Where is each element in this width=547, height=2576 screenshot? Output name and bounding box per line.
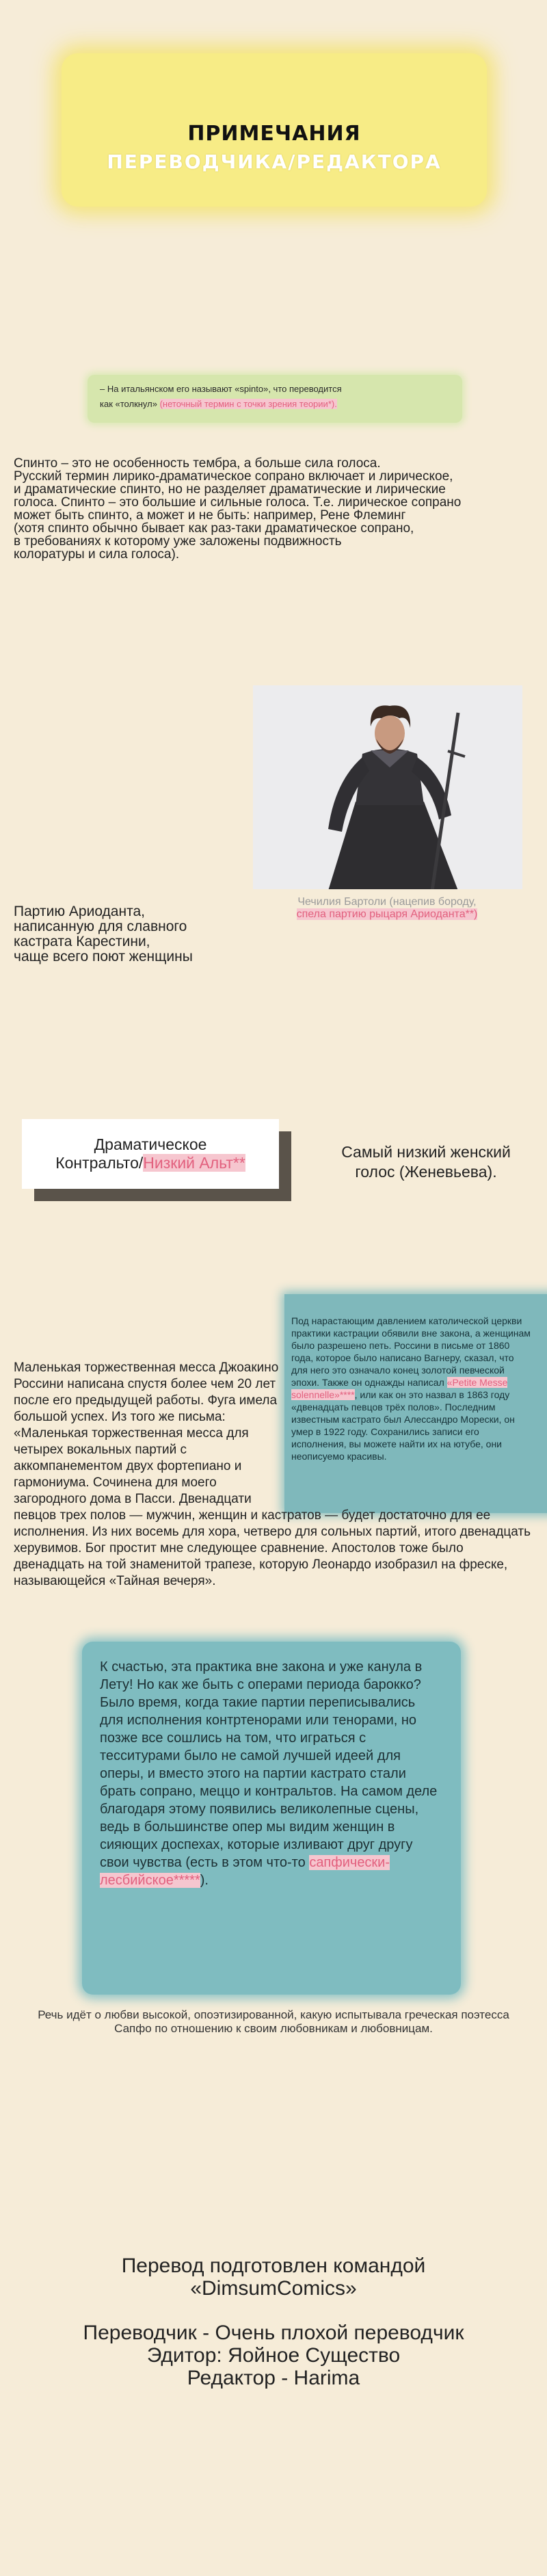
credits-proofreader: Редактор - Harima — [187, 2367, 360, 2389]
credits — [0, 2255, 547, 2389]
page-title: ПРИМЕЧАНИЯ — [187, 122, 361, 146]
opera-note-body: К счастью, эта практика вне закона и уже канула в Лету! Но как же быть с операми периода барокко? Было время, когда такие партии переписывались для исполнения контртенорами или тенорами, но позже все сошлись на том, что играться с тесситурами было не самой лучшей идеей для оперы, и вместо этого на партии кастрато стали брать сопрано, меццо и контральтов. На самом деле благодаря этому появились великолепные сцены, ведь в большинстве опер мы видим женщин в сияющих доспехах, которые изливают друг другу свои чувства (есть в этом что-то — [100, 1659, 438, 1870]
rossini-paragraph — [14, 1360, 533, 1590]
castrati-text-before: Под нарастающим давлением католической церкви практики кастрации обявили вне закона, а женщинам было разрешено петь. Россини в письме от 1860 года, которое было написано Вагнеру, сказал, что для него это означало конец золотой певческой эпохи. Также он однажды написал — [291, 1315, 531, 1388]
ariodante-paragraph: Партию Ариоданта, написанную для славного кастрата Карестини, чаще всего поют женщины — [14, 904, 193, 964]
title-card — [62, 53, 487, 207]
rossini-paragraph-text — [14, 1360, 533, 1590]
spinto-note — [88, 375, 462, 423]
photo-caption-text: Чечилия Бартоли (нацепив бороду, — [297, 896, 477, 908]
bartoli-photo — [253, 685, 522, 889]
photo-caption-highlight: спела партию рыцаря Ариоданта**) — [296, 908, 478, 920]
contralto-description: Самый низкий женский голос (Женевьева). — [341, 1143, 511, 1181]
credits-team-name: «DimsumComics» — [190, 2277, 357, 2300]
page-subtitle: ПЕРЕВОДЧИКА/РЕДАКТОРА — [107, 150, 442, 173]
spinto-note-line2-text: как «толкнул» — [100, 399, 160, 409]
opera-note-end: ). — [200, 1873, 209, 1888]
contralto-highlight: Низкий Альт** — [143, 1154, 245, 1172]
contralto-box — [22, 1119, 279, 1189]
rossini-float-spacer — [280, 1360, 533, 1508]
opera-note-highlight: сапфически-лесбийское***** — [100, 1855, 390, 1888]
bartoli-photo-image — [253, 685, 522, 889]
castrati-highlight: «Petite Messe solennelle»**** — [291, 1377, 508, 1400]
sappho-note: Речь идёт о любви высокой, опоэтизированной, какую испытывала греческая поэтесса Сапфо по отношению к своим любовникам и любовницам. — [38, 2008, 509, 2035]
spinto-paragraph: Спинто – это не особенность тембра, а больше сила голоса. Русский термин лирико-драматическое сопрано включает и лирическое, и драматические спинто, но не разделяет драматические и лирические голоса. Спинто – это большие и сильные голоса. Т.е. лирическое сопрано может быть спинто, а может и не быть: например, Рене Флеминг (хотя спинто обычно бывает как раз-таки драматическое сопрано, в требованиях к которому уже заложены подвижность колоратуры и сила голоса). — [14, 456, 462, 562]
contralto-line1: Драматическое — [94, 1135, 207, 1153]
opera-note-text — [100, 1658, 442, 1889]
credits-team-line: Перевод подготовлен командой — [121, 2255, 426, 2277]
photo-caption — [294, 896, 480, 921]
castrati-text-after: , или как он это назвал в 1863 году «двенадцать певцов трёх полов». Последним известным кастрато был Алессандро Морески, он умер в 1922 году. Сохранились записи его исполнения, вы можете найти их на ютубе, они неописуемо красивы. — [291, 1389, 515, 1462]
contralto-line2 — [55, 1154, 245, 1172]
spinto-note-line2 — [100, 397, 450, 412]
credits-editor: Эдитор: Яойное Существо — [146, 2344, 401, 2367]
opera-note — [82, 1642, 461, 1995]
credits-translator: Переводчик - Очень плохой переводчик — [83, 2322, 464, 2344]
spinto-note-line1: – На итальянском его называют «spinto», что переводится — [100, 384, 342, 394]
rossini-text: Маленькая торжественная месса Джоакино Россини написана спустя более чем 20 лет после его предыдущей работы. Фуга имела большой успех. Из того же письма: «Маленькая торжественная месса для четырех вокальных партий с аккомпанементом двух фортепиано и гармониума. Сочинена для моего загородного дома в Пасси. Двенадцати певцов трех полов — мужчин, женщин и кастратов — будет достаточно для ее исполнения. Из них восемь для хора, четверо для сольных партий, итого двенадцать херувимов. Бог простит мне следующее сравнение. Апостолов тоже было двенадцать на той знаменитой трапезе, которую Леонардо изобразил на фреске, называющейся «Тайная вечеря». — [14, 1361, 531, 1588]
contralto-line2-text: Контральто/ — [55, 1154, 144, 1172]
spinto-note-highlight: (неточный термин с точки зрения теории*). — [159, 399, 337, 409]
